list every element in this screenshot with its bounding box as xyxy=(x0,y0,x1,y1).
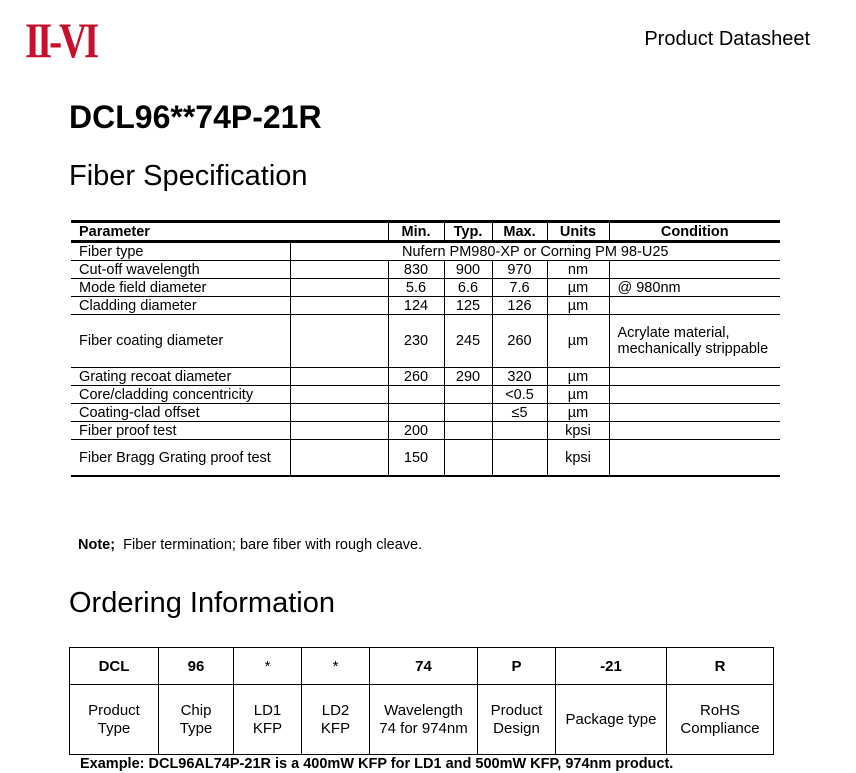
max-cell: 260 xyxy=(492,315,547,368)
param-aux-cell xyxy=(290,404,388,422)
col-header-max: Max. xyxy=(492,222,547,242)
min-cell: 124 xyxy=(388,297,444,315)
description-line: Product xyxy=(88,701,140,719)
units-cell: µm xyxy=(547,386,609,404)
typ-cell xyxy=(444,422,492,440)
table-row xyxy=(71,297,780,315)
table-row xyxy=(71,386,780,404)
description-line: RoHS xyxy=(699,701,740,719)
description-cell xyxy=(370,685,478,755)
typ-cell: 245 xyxy=(444,315,492,368)
cond-cell: @ 980nm xyxy=(609,279,780,297)
units-cell: µm xyxy=(547,368,609,386)
description-row xyxy=(70,685,774,755)
table-row xyxy=(71,422,780,440)
cond-cell xyxy=(609,422,780,440)
table-row xyxy=(71,368,780,386)
param-aux-cell xyxy=(290,386,388,404)
param-aux-cell xyxy=(290,440,388,477)
description-cell xyxy=(302,685,370,755)
description-cell xyxy=(159,685,234,755)
code-cell: -21 xyxy=(556,648,667,685)
description-line: 74 for 974nm xyxy=(379,719,468,737)
param-aux-cell xyxy=(290,315,388,368)
units-cell: kpsi xyxy=(547,422,609,440)
note-text: Fiber termination; bare fiber with rough cleave. xyxy=(123,537,423,553)
units-cell: kpsi xyxy=(547,440,609,477)
max-cell xyxy=(492,422,547,440)
typ-cell xyxy=(444,404,492,422)
description-line: Type xyxy=(179,719,213,737)
table-row xyxy=(71,440,780,477)
fiber-spec-title: Fiber Specification xyxy=(69,160,308,192)
description-line: Compliance xyxy=(680,719,760,737)
param-aux-cell xyxy=(290,297,388,315)
code-cell: * xyxy=(302,648,370,685)
product-title: DCL96**74P-21R xyxy=(69,99,322,135)
code-cell: P xyxy=(478,648,556,685)
min-cell: 260 xyxy=(388,368,444,386)
note-label: Note; xyxy=(78,537,116,553)
cond-cell xyxy=(609,440,780,477)
table-row xyxy=(71,261,780,279)
spec-header-row xyxy=(71,222,780,242)
units-cell: nm xyxy=(547,261,609,279)
param-cell: Grating recoat diameter xyxy=(71,368,290,386)
typ-cell: 6.6 xyxy=(444,279,492,297)
min-cell xyxy=(388,386,444,404)
col-header-units: Units xyxy=(547,222,609,242)
typ-cell: 290 xyxy=(444,368,492,386)
param-cell: Coating-clad offset xyxy=(71,404,290,422)
col-header-parameter: Parameter xyxy=(71,222,388,242)
typ-cell: 900 xyxy=(444,261,492,279)
code-cell: 96 xyxy=(159,648,234,685)
typ-cell: 125 xyxy=(444,297,492,315)
min-cell: 830 xyxy=(388,261,444,279)
table-row xyxy=(71,315,780,368)
param-cell: Mode field diameter xyxy=(71,279,290,297)
max-cell: ≤5 xyxy=(492,404,547,422)
cond-cell xyxy=(609,404,780,422)
param-cell: Fiber Bragg Grating proof test xyxy=(71,440,290,477)
fiber-type-value: Nufern PM980-XP or Corning PM 98-U25 xyxy=(290,242,780,261)
param-cell: Fiber type xyxy=(71,242,290,261)
company-logo: II-VI xyxy=(25,12,97,68)
code-cell: DCL xyxy=(70,648,159,685)
description-line: KFP xyxy=(252,719,283,737)
typ-cell xyxy=(444,386,492,404)
param-aux-cell xyxy=(290,279,388,297)
cond-cell xyxy=(609,368,780,386)
table-row xyxy=(71,242,780,261)
note xyxy=(78,537,422,553)
code-cell: * xyxy=(234,648,302,685)
param-cell: Cut-off wavelength xyxy=(71,261,290,279)
max-cell: <0.5 xyxy=(492,386,547,404)
ordering-info-title: Ordering Information xyxy=(69,587,335,619)
description-cell xyxy=(234,685,302,755)
description-line: Package type xyxy=(565,710,657,728)
cond-cell: Acrylate material, mechanically strippable xyxy=(609,315,780,368)
min-cell: 230 xyxy=(388,315,444,368)
code-row xyxy=(70,648,774,685)
cond-cell xyxy=(609,386,780,404)
param-aux-cell xyxy=(290,368,388,386)
max-cell: 320 xyxy=(492,368,547,386)
ordering-example: Example: DCL96AL74P-21R is a 400mW KFP for LD1 and 500mW KFP, 974nm product. xyxy=(80,756,674,772)
param-aux-cell xyxy=(290,261,388,279)
units-cell: µm xyxy=(547,315,609,368)
code-cell: 74 xyxy=(370,648,478,685)
param-cell: Fiber proof test xyxy=(71,422,290,440)
description-line: Type xyxy=(97,719,131,737)
max-cell: 970 xyxy=(492,261,547,279)
units-cell: µm xyxy=(547,404,609,422)
code-cell: R xyxy=(667,648,774,685)
units-cell: µm xyxy=(547,279,609,297)
fiber-spec-table xyxy=(71,220,780,477)
typ-cell xyxy=(444,440,492,477)
max-cell: 7.6 xyxy=(492,279,547,297)
min-cell: 150 xyxy=(388,440,444,477)
cond-cell xyxy=(609,261,780,279)
param-cell: Cladding diameter xyxy=(71,297,290,315)
description-line: LD1 xyxy=(253,701,282,719)
min-cell: 200 xyxy=(388,422,444,440)
col-header-min: Min. xyxy=(388,222,444,242)
cond-cell xyxy=(609,297,780,315)
max-cell: 126 xyxy=(492,297,547,315)
table-row xyxy=(71,279,780,297)
param-aux-cell xyxy=(290,422,388,440)
col-header-typ: Typ. xyxy=(444,222,492,242)
min-cell xyxy=(388,404,444,422)
description-line: KFP xyxy=(320,719,351,737)
description-line: LD2 xyxy=(321,701,350,719)
param-cell: Core/cladding concentricity xyxy=(71,386,290,404)
description-line: Design xyxy=(493,719,540,737)
description-line: Wavelength xyxy=(384,701,463,719)
description-cell xyxy=(478,685,556,755)
description-cell xyxy=(70,685,159,755)
document-type: Product Datasheet xyxy=(644,28,810,50)
ordering-table xyxy=(69,647,774,755)
table-row xyxy=(71,404,780,422)
min-cell: 5.6 xyxy=(388,279,444,297)
description-cell xyxy=(556,685,667,755)
description-line: Chip xyxy=(180,701,212,719)
param-cell: Fiber coating diameter xyxy=(71,315,290,368)
description-cell xyxy=(667,685,774,755)
units-cell: µm xyxy=(547,297,609,315)
max-cell xyxy=(492,440,547,477)
description-line: Product xyxy=(490,701,543,719)
col-header-condition: Condition xyxy=(609,222,780,242)
